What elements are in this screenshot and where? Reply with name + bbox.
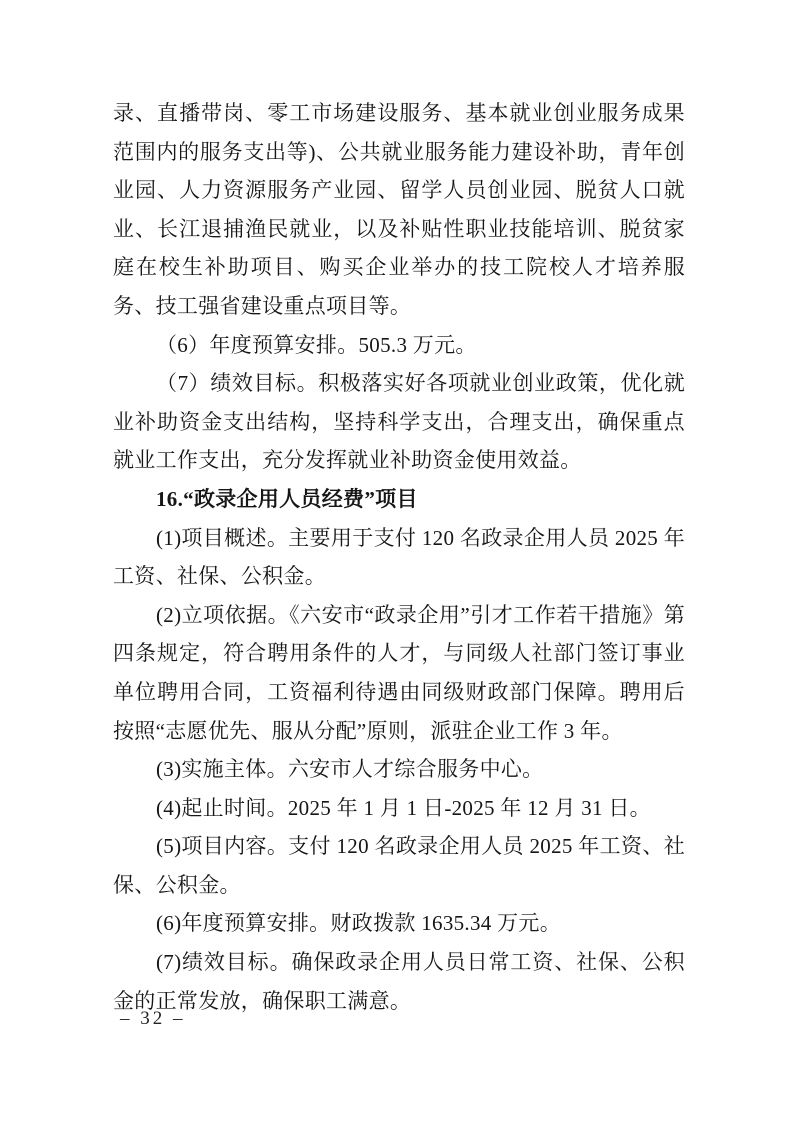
paragraph: （6）年度预算安排。505.3 万元。 bbox=[156, 332, 477, 357]
paragraph: (3)实施主体。六安市人才综合服务中心。 bbox=[156, 757, 544, 782]
paragraph: (7)绩效目标。确保政录企用人员日常工资、社保、公积金的正常发放，确保职工满意。 bbox=[113, 950, 685, 1013]
paragraph: （7）绩效目标。积极落实好各项就业创业政策，优化就业补助资金支出结构，坚持科学支出，合理支出，确保重点就业工作支出，充分发挥就业补助资金使用效益。 bbox=[113, 371, 685, 473]
paragraph: (2)立项依据。《六安市“政录企用”引才工作若干措施》第四条规定，符合聘用条件的人才，与同级人社部门签订事业单位聘用合同，工资福利待遇由同级财政部门保障。聘用后按照“志愿优先、服从分配”原则，派驻企业工作 3 年。 bbox=[113, 602, 685, 743]
section-heading: 16.“政录企用人员经费”项目 bbox=[156, 486, 418, 511]
paragraph: (5)项目内容。支付 120 名政录企用人员 2025 年工资、社保、公积金。 bbox=[113, 834, 685, 897]
paragraph: 录、直播带岗、零工市场建设服务、基本就业创业服务成果范围内的服务支出等)、公共就业服务能力建设补助，青年创业园、人力资源服务产业园、留学人员创业园、脱贫人口就业、长江退捕渔民就业，以及补贴性职业技能培训、脱贫家庭在校生补助项目、购买企业举办的技工院校人才培养服务、技工强省建设重点项目等。 bbox=[113, 101, 685, 318]
document-body bbox=[113, 94, 685, 1020]
paragraph: (4)起止时间。2025 年 1 月 1 日-2025 年 12 月 31 日。 bbox=[156, 795, 651, 820]
paragraph: (1)项目概述。主要用于支付 120 名政录企用人员 2025 年工资、社保、公积金。 bbox=[113, 525, 685, 589]
paragraph: (6)年度预算安排。财政拨款 1635.34 万元。 bbox=[156, 911, 562, 936]
page-number: – 32 – bbox=[120, 1008, 186, 1029]
